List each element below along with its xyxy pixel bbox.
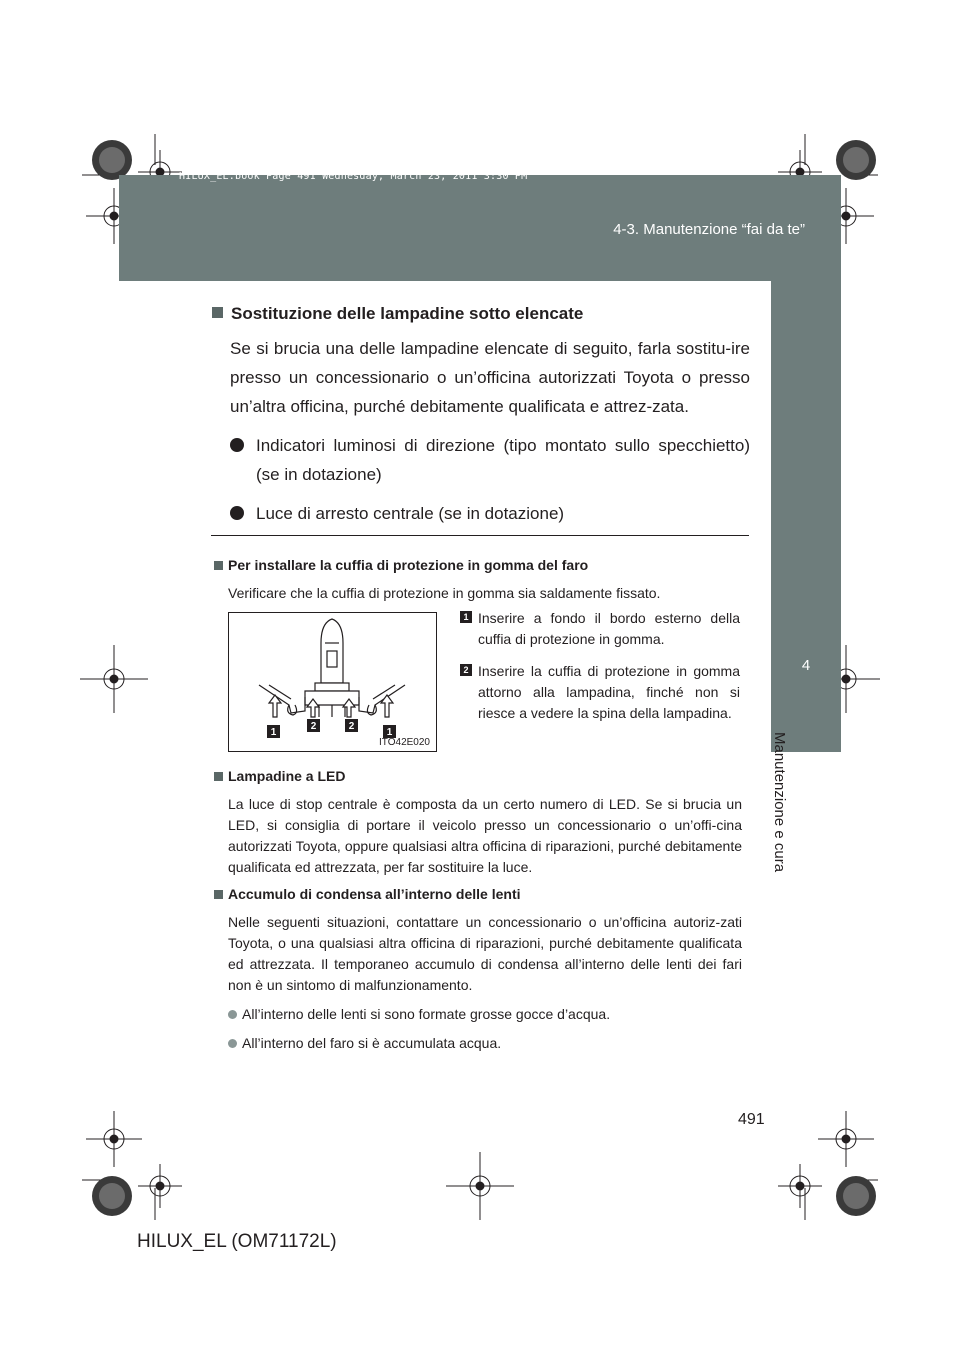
chapter-label: Manutenzione e cura [771, 732, 788, 873]
notes-section-lower [214, 768, 742, 1062]
main-bullet: Luce di arresto centrale (se in dotazione) [230, 499, 750, 528]
step-number-badge: 2 [460, 664, 472, 676]
note-heading-condensation: Accumulo di condensa all’interno delle lenti [214, 886, 742, 902]
bullet-dot-icon [230, 438, 244, 452]
page-number: 491 [738, 1111, 765, 1128]
bulb-illustration [229, 613, 436, 751]
install-step [460, 661, 740, 724]
bullet-dot-icon [228, 1039, 237, 1048]
main-bullet: Indicatori luminosi di direzione (tipo montato sullo specchietto) (se in dotazione) [230, 431, 750, 489]
figure-label: 1 [386, 727, 393, 738]
figure-label: 1 [270, 727, 277, 738]
step-text: Inserire la cuffia di protezione in gomma attorno alla lampadina, finché non si riesce a vedere la spina della lampadina. [478, 663, 740, 721]
figure-label: 2 [310, 721, 317, 732]
headlamp-boot-figure [228, 612, 437, 752]
notes-section [214, 557, 742, 604]
note-heading-install: Per installare la cuffia di protezione in gomma del faro [214, 557, 742, 573]
chapter-tab [771, 281, 841, 752]
figure-code: ITO42E020 [379, 737, 430, 748]
note-led-text: La luce di stop centrale è composta da un certo numero di LED. Se si brucia un LED, si consiglia di portare il veicolo presso un concessionario o un’offi-cina autorizzati Toyota, oppure qualsiasi altra officina di riparazioni, purché debitamente qualificata ed attrezzata, per far sostituire la luce. [228, 796, 742, 875]
section-divider [211, 535, 749, 536]
note-install-text: Verificare che la cuffia di protezione in gomma sia saldamente fissato. [228, 585, 661, 601]
manual-code: HILUX_EL (OM71172L) [137, 1231, 337, 1252]
square-bullet-icon [214, 890, 223, 899]
print-stamp: HILUX_EL.book Page 491 Wednesday, March 23, 2011 3:30 PM [179, 171, 528, 182]
figure-label: 2 [348, 721, 355, 732]
square-bullet-icon [214, 561, 223, 570]
bullet-dot-icon [228, 1010, 237, 1019]
step-text: Inserire a fondo il bordo esterno della cuffia di protezione in gomma. [478, 610, 740, 647]
main-section [230, 304, 750, 538]
note-condensation-text: Nelle seguenti situazioni, contattare un concessionario o un’officina autoriz-zati Toyota, o una qualsiasi altra officina di riparazioni, purché debitamente qualificata ed attrezzata. Il temporaneo accumulo di condensa all’interno delle lenti dei fari non è un sintomo di malfunzionamento. [228, 914, 742, 993]
install-step [460, 608, 740, 650]
square-bullet-icon [212, 307, 223, 318]
main-paragraph: Se si brucia una delle lampadine elencate di seguito, farla sostitu-ire presso un concessionario o un’officina autorizzati Toyota o presso un’altra officina, purché debitamente qualificata e attrez-zata. [230, 339, 750, 416]
section-title: 4-3. Manutenzione “fai da te” [613, 221, 805, 238]
chapter-number: 4 [801, 657, 811, 674]
header-band [119, 171, 841, 281]
note-bullet: All’interno delle lenti si sono formate grosse gocce d’acqua. [228, 1004, 742, 1025]
install-steps [460, 608, 740, 735]
square-bullet-icon [214, 772, 223, 781]
note-heading-led: Lampadine a LED [214, 768, 742, 784]
main-heading: Sostituzione delle lampadine sotto elencate [212, 304, 750, 324]
step-number-badge: 1 [460, 611, 472, 623]
bullet-dot-icon [230, 506, 244, 520]
note-bullet: All’interno del faro si è accumulata acqua. [228, 1033, 742, 1054]
